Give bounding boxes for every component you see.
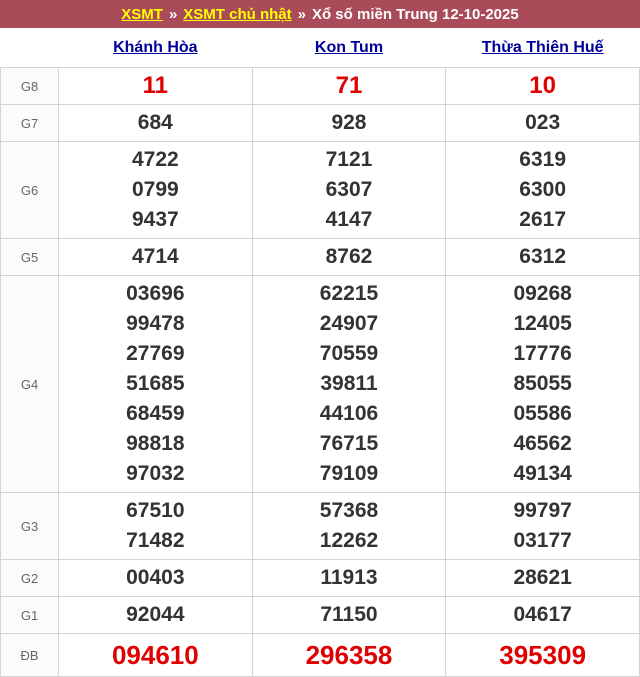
prize-cell: [252, 597, 446, 634]
prize-number: 67510: [126, 499, 185, 522]
province-link-kon-tum[interactable]: Kon Tum: [314, 38, 384, 56]
prize-number: 296358: [305, 640, 393, 670]
prize-number: 023: [525, 111, 561, 134]
province-header-kon-tum: [252, 28, 446, 68]
prize-number: 00403: [126, 566, 185, 589]
prize-cell: [59, 239, 253, 276]
prize-number: 11913: [320, 566, 378, 589]
prize-number: 4147: [325, 208, 373, 231]
prize-number: 71482: [126, 529, 185, 552]
prize-label-g4: G4: [1, 276, 59, 493]
prize-number: 7121: [325, 148, 373, 171]
prize-number: 10: [529, 72, 556, 99]
prize-number: 03696: [126, 282, 185, 305]
prize-label-g1: G1: [1, 597, 59, 634]
prize-cell: [252, 560, 446, 597]
prize-number: 49134: [513, 462, 572, 485]
prize-number: 97032: [126, 462, 185, 485]
prize-row-g6: [1, 142, 640, 239]
prize-number: 6319: [519, 148, 567, 171]
prize-number: 70559: [319, 342, 379, 365]
corner-cell: [1, 28, 59, 68]
prize-number: 27769: [126, 342, 185, 365]
prize-row-db: [1, 634, 640, 677]
prize-label-g6: G6: [1, 142, 59, 239]
prize-row-g8: [1, 68, 640, 105]
prize-number: 0799: [131, 178, 179, 201]
prize-cell: [252, 68, 446, 105]
prize-number: 39811: [320, 372, 378, 395]
prize-number: 17776: [513, 342, 572, 365]
prize-number: 6307: [325, 178, 373, 201]
prize-number: 11: [142, 72, 169, 99]
province-link-khanh-hoa[interactable]: Khánh Hòa: [113, 38, 198, 56]
prize-number: 03177: [513, 529, 572, 552]
page-title: Xổ số miền Trung 12-10-2025: [311, 5, 519, 23]
province-header-row: [1, 28, 640, 68]
prize-cell: [446, 597, 640, 634]
prize-number: 04617: [513, 603, 572, 626]
prize-number: 12262: [319, 529, 379, 552]
prize-number: 24907: [319, 312, 379, 335]
prize-number: 85055: [513, 372, 572, 395]
prize-cell: [446, 276, 640, 493]
prize-label-g8: G8: [1, 68, 59, 105]
prize-number: 92044: [126, 603, 185, 626]
results-table: [0, 28, 640, 677]
province-link-thua-thien-hue[interactable]: Thừa Thiên Huế: [481, 38, 604, 56]
prize-row-g2: [1, 560, 640, 597]
prize-number: 09268: [513, 282, 572, 305]
breadcrumb-link-xsmt[interactable]: XSMT: [121, 5, 163, 23]
prize-label-g2: G2: [1, 560, 59, 597]
prize-cell: [59, 68, 253, 105]
prize-label-g5: G5: [1, 239, 59, 276]
prize-label-g3: G3: [1, 493, 59, 560]
prize-cell: [59, 493, 253, 560]
prize-row-g4: [1, 276, 640, 493]
prize-cell: [59, 105, 253, 142]
prize-cell: [59, 142, 253, 239]
prize-number: 28621: [513, 566, 572, 589]
prize-number: 2617: [519, 208, 567, 231]
prize-cell: [446, 105, 640, 142]
prize-cell: [252, 105, 446, 142]
prize-row-g7: [1, 105, 640, 142]
prize-number: 8762: [325, 245, 373, 268]
prize-cell: [446, 634, 640, 677]
breadcrumb-separator: »: [168, 5, 178, 23]
province-header-thua-thien-hue: [446, 28, 640, 68]
breadcrumb-separator: »: [297, 5, 306, 23]
prize-cell: [59, 560, 253, 597]
prize-number: 46562: [513, 432, 572, 455]
prize-number: 68459: [126, 402, 185, 425]
prize-number: 76715: [319, 432, 379, 455]
prize-number: 44106: [319, 402, 379, 425]
prize-number: 12405: [513, 312, 572, 335]
prize-number: 6300: [519, 178, 567, 201]
prize-number: 4722: [131, 148, 179, 171]
prize-number: 71150: [320, 603, 378, 626]
prize-number: 51685: [126, 372, 185, 395]
prize-row-g1: [1, 597, 640, 634]
prize-number: 71: [335, 72, 363, 99]
prize-cell: [252, 276, 446, 493]
prize-number: 62215: [319, 282, 379, 305]
prize-number: 99478: [126, 312, 185, 335]
prize-row-g5: [1, 239, 640, 276]
prize-number: 094610: [111, 640, 199, 670]
breadcrumb: [0, 0, 640, 28]
prize-cell: [252, 142, 446, 239]
prize-cell: [446, 68, 640, 105]
prize-label-g7: G7: [1, 105, 59, 142]
prize-number: 4714: [131, 245, 179, 268]
prize-number: 684: [137, 111, 173, 134]
prize-cell: [446, 142, 640, 239]
prize-cell: [446, 560, 640, 597]
prize-number: 6312: [519, 245, 567, 268]
prize-number: 99797: [513, 499, 572, 522]
prize-number: 98818: [126, 432, 185, 455]
prize-cell: [59, 276, 253, 493]
prize-cell: [252, 493, 446, 560]
prize-cell: [252, 634, 446, 677]
prize-number: 395309: [499, 640, 587, 670]
prize-cell: [252, 239, 446, 276]
province-header-khanh-hoa: [59, 28, 253, 68]
prize-cell: [446, 493, 640, 560]
prize-number: 05586: [513, 402, 572, 425]
prize-cell: [59, 634, 253, 677]
prize-number: 57368: [319, 499, 379, 522]
prize-cell: [59, 597, 253, 634]
prize-number: 928: [331, 111, 367, 134]
breadcrumb-link-xsmt-chu-nhat[interactable]: XSMT chủ nhật: [183, 5, 292, 23]
prize-number: 79109: [319, 462, 379, 485]
prize-cell: [446, 239, 640, 276]
prize-number: 9437: [131, 208, 179, 231]
prize-row-g3: [1, 493, 640, 560]
prize-label-db: ĐB: [1, 634, 59, 677]
